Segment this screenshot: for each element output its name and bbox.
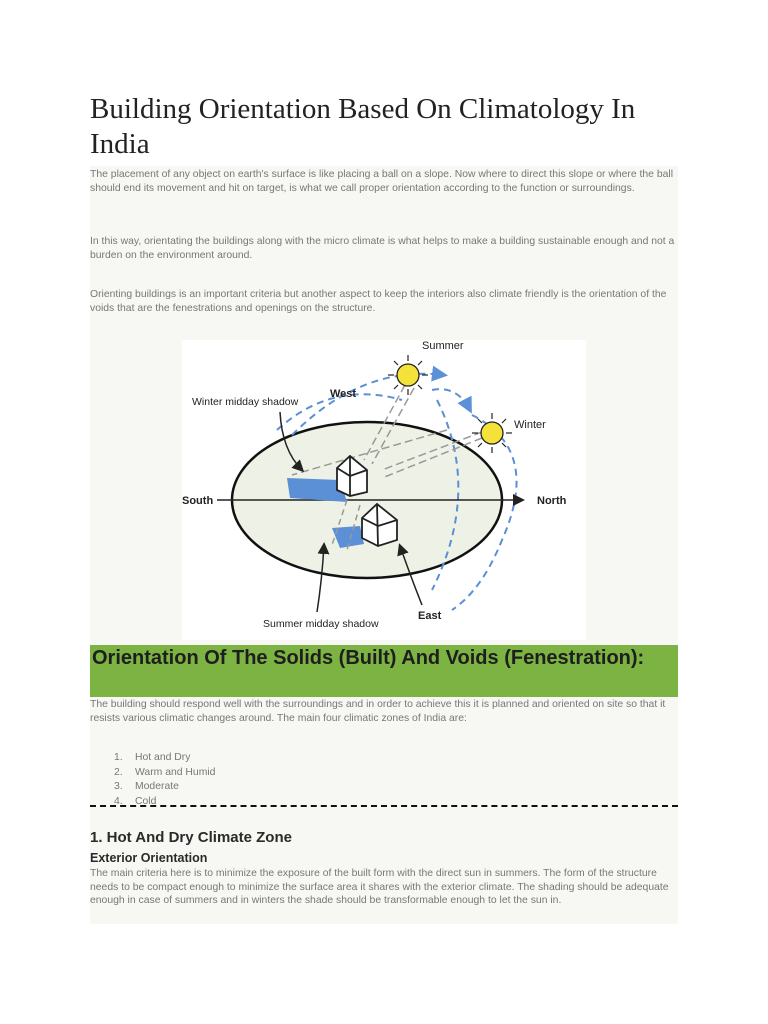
section-heading: Orientation Of The Solids (Built) And Voids (Fenestration): <box>90 645 678 697</box>
subsection-subheading: Exterior Orientation <box>90 851 208 865</box>
page-title: Building Orientation Based On Climatology In India <box>90 93 636 160</box>
intro-paragraph-1: The placement of any object on earth's surface is like placing a ball on a slope. Now where to direct this slope or where the ball should end its movement and hit on target, is what we call proper orientation according to the function or surroundings. <box>90 169 674 194</box>
subsection-heading: 1. Hot And Dry Climate Zone <box>90 829 292 846</box>
climate-zone-list <box>114 751 215 809</box>
list-item: 1. Hot and Dry <box>114 752 191 763</box>
summer-sun-icon <box>388 355 428 395</box>
west-label: West <box>330 388 357 400</box>
list-item: 4. Cold <box>114 795 157 807</box>
east-label: East <box>418 610 442 622</box>
orientation-diagram <box>182 340 586 640</box>
section-paragraph: The building should respond well with the surroundings and in order to achieve this it is planned and oriented on site so that it resists various climatic changes around. The main four climatic zones of India are: <box>90 699 666 724</box>
list-item: 3. Moderate <box>114 781 179 792</box>
list-item: 2. Warm and Humid <box>114 766 216 778</box>
winter-label: Winter <box>514 419 546 431</box>
winter-shadow-label: Winter midday shadow <box>192 396 299 408</box>
sun-path-arrow-right <box>432 389 470 410</box>
summer-shadow-label: Summer midday shadow <box>263 618 379 630</box>
intro-paragraph-2: In this way, orientating the buildings along with the micro climate is what helps to make a building sustainable enough and not a burden on the environment around. <box>90 236 675 261</box>
south-label: South <box>182 495 214 507</box>
winter-sun-icon <box>472 413 512 453</box>
dashed-divider <box>90 805 678 807</box>
subsection-paragraph: The main criteria here is to minimize the exposure of the built form with the direct sun in summers. The form of the structure needs to be compact enough to minimize the surface area it shares with the exterior climate. The shading should be adequate enough in case of summers and in winters the shade should be transformable enough to let the sun in. <box>90 868 669 906</box>
intro-paragraph-3: Orienting buildings is an important criteria but another aspect to keep the interiors also climate friendly is the orientation of the voids that are the fenestrations and openings on the structure. <box>90 289 667 314</box>
summer-label: Summer <box>422 340 464 352</box>
north-label: North <box>537 495 567 507</box>
